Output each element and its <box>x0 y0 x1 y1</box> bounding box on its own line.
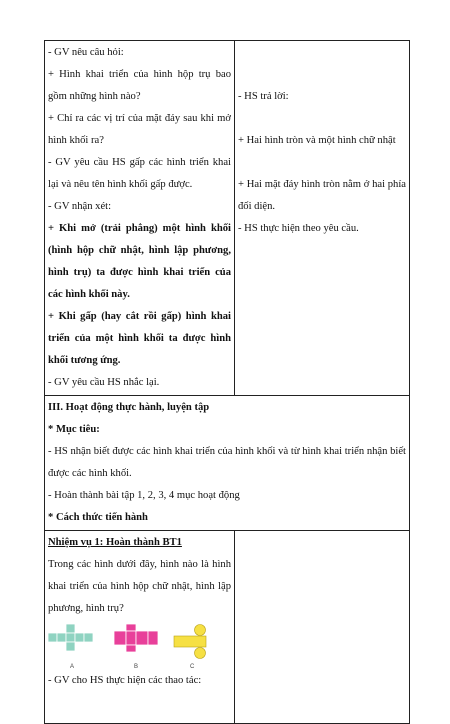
text-line: + Hình khai triển của hình hộp trụ bao gồm những hình nào? <box>48 69 231 102</box>
text-line: + Chỉ ra các vị trí của mặt đáy sau khi mở hình khối ra? <box>48 113 231 146</box>
goal-text: - HS nhận biết được các hình khai triển của hình khối và từ hình khai triển nhận biết được các hình khối. <box>48 446 406 479</box>
table-row <box>45 531 410 724</box>
label-c: C <box>190 664 195 670</box>
table-row <box>45 41 410 396</box>
teacher-activity-cell <box>45 41 235 396</box>
lesson-table <box>44 40 410 724</box>
label-b: B <box>134 664 139 670</box>
text-line: + Hai mặt đáy hình tròn nằm ở hai phía đối diện. <box>238 179 406 212</box>
nets-figure <box>48 624 231 668</box>
table-row <box>45 396 410 531</box>
task-cell <box>45 531 235 724</box>
method-label: * Cách thức tiến hành <box>48 512 148 523</box>
label-a: A <box>70 664 75 670</box>
text-line: + Hai hình tròn và một hình chữ nhật <box>238 135 396 146</box>
net-a-figure <box>48 624 93 651</box>
goal-label: * Mục tiêu: <box>48 424 100 435</box>
task-title: Nhiệm vụ 1: Hoàn thành BT1 <box>48 537 182 548</box>
text-line-bold: + Khi gấp (hay cắt rồi gấp) hình khai triển của một hình khối ta được hình khối tương ứng. <box>48 311 231 366</box>
text-line: - GV yêu cầu HS gấp các hình triển khai lại và nêu tên hình khối gấp được. <box>48 157 231 190</box>
text-line: - GV nêu câu hỏi: <box>48 47 124 58</box>
student-activity-cell <box>235 41 410 396</box>
practice-section-cell <box>45 396 410 531</box>
task-question: Trong các hình dưới đây, hình nào là hình khai triển của hình hộp chữ nhật, hình lập phương, hình trụ? <box>48 559 231 614</box>
task-instruction: - GV cho HS thực hiện các thao tác: <box>48 675 202 686</box>
section-heading: III. Hoạt động thực hành, luyện tập <box>48 402 210 413</box>
text-line-bold: + Khi mở (trải phẳng) một hình khối (hình hộp chữ nhật, hình lập phương, hình trụ) ta được hình khai triển của các hình khối này. <box>48 223 231 300</box>
text-line: - HS trả lời: <box>238 91 289 102</box>
text-line: - GV yêu cầu HS nhắc lại. <box>48 377 160 388</box>
text-line: - GV nhận xét: <box>48 201 112 212</box>
net-b-figure <box>114 624 158 652</box>
text-line: - HS thực hiện theo yêu cầu. <box>238 223 359 234</box>
task-response-cell <box>235 531 410 724</box>
goal-text-2: - Hoàn thành bài tập 1, 2, 3, 4 mục hoạt động <box>48 490 240 501</box>
net-c-figure <box>174 625 206 659</box>
